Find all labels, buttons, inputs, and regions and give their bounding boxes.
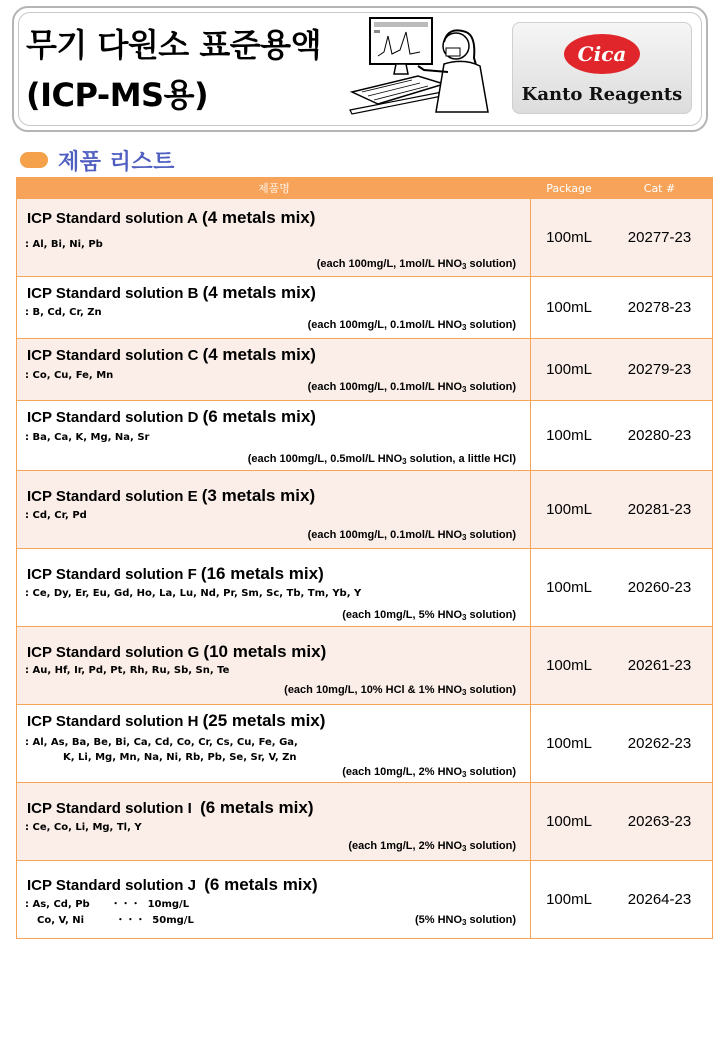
cat-number-cell: 20277-23 [627, 229, 692, 246]
element-list: : Al, As, Ba, Be, Bi, Ca, Cd, Co, Cr, Cs, Cu, Fe, Ga, [25, 737, 298, 748]
product-name: ICP Standard solution F (16 metals mix) [27, 564, 324, 583]
package-cell: 100mL [546, 735, 592, 752]
table-row [17, 548, 712, 626]
product-name-cell [17, 627, 531, 704]
element-list: : Co, Cu, Fe, Mn [25, 370, 114, 381]
product-name: ICP Standard solution I (6 metals mix) [27, 798, 314, 817]
table-row [17, 198, 712, 276]
product-name-cell [17, 277, 531, 338]
product-table [16, 177, 713, 939]
product-name-cell [17, 783, 531, 860]
product-name: ICP Standard solution H (25 metals mix) [27, 711, 326, 730]
product-name: ICP Standard solution A (4 metals mix) [27, 208, 316, 227]
concentration-note: (each 10mg/L, 2% $HNO_3$ solution) [342, 766, 516, 779]
table-header [17, 178, 712, 198]
element-list: : Cd, Cr, Pd [25, 510, 87, 521]
concentration-note: (each 100mg/L, 0.1mol/L $HNO_3$ solution) [307, 381, 516, 394]
product-name-cell [17, 471, 531, 548]
product-name-cell [17, 549, 531, 626]
table-row [17, 400, 712, 470]
cat-number-cell: 20280-23 [627, 427, 692, 444]
product-name-cell [17, 199, 531, 276]
header-cat: Cat # [643, 181, 676, 195]
package-cell: 100mL [546, 891, 592, 908]
product-name: ICP Standard solution E (3 metals mix) [27, 486, 316, 505]
concentration-note: (each 10mg/L, 10% HCl & 1% $HNO_3$ solution) [284, 684, 516, 697]
cat-number-cell: 20264-23 [627, 891, 692, 908]
element-list: : Ce, Dy, Er, Eu, Gd, Ho, La, Lu, Nd, Pr, Sm, Sc, Tb, Tm, Yb, Y [25, 588, 362, 599]
table-row [17, 338, 712, 400]
section-header [20, 146, 175, 174]
element-list: : Ce, Co, Li, Mg, Tl, Y [25, 822, 142, 833]
product-name: ICP Standard solution C (4 metals mix) [27, 345, 316, 364]
cat-number-cell: 20278-23 [627, 299, 692, 316]
concentration-note: (5% $HNO_3$ solution) [414, 914, 516, 927]
concentration-note: (each 100mg/L, 0.5mol/L $HNO_3$ solution, a little HCl) [247, 453, 516, 466]
section-bullet-icon [20, 152, 48, 168]
page-subtitle: (ICP-MS용) [26, 76, 209, 114]
element-list-continued: Co, V, Ni ・・・ 50mg/L [37, 915, 194, 926]
table-row [17, 704, 712, 782]
cat-number-cell: 20262-23 [627, 735, 692, 752]
package-cell: 100mL [546, 427, 592, 444]
cat-number-cell: 20281-23 [627, 501, 692, 518]
table-row [17, 626, 712, 704]
concentration-note: (each 100mg/L, 1mol/L $HNO_3$ solution) [316, 258, 516, 271]
header-product-name: 제품명 [258, 182, 290, 195]
cat-number-cell: 20279-23 [627, 361, 692, 378]
package-cell: 100mL [546, 579, 592, 596]
package-cell: 100mL [546, 361, 592, 378]
logo-text: Kanto Reagents [521, 84, 683, 105]
cat-number-cell: 20261-23 [627, 657, 692, 674]
element-list: : B, Cd, Cr, Zn [25, 307, 102, 318]
concentration-note: (each 100mg/L, 0.1mol/L $HNO_3$ solution) [307, 319, 516, 332]
cat-number-cell: 20263-23 [627, 813, 692, 830]
product-name-cell [17, 705, 531, 782]
kanto-reagents-logo [512, 22, 692, 114]
product-name: ICP Standard solution B (4 metals mix) [27, 283, 316, 302]
table-row [17, 860, 712, 938]
product-name-cell [17, 339, 531, 400]
product-name-cell [17, 401, 531, 470]
table-row [17, 470, 712, 548]
section-title: 제품 리스트 [58, 149, 175, 175]
package-cell: 100mL [546, 501, 592, 518]
package-cell: 100mL [546, 299, 592, 316]
concentration-note: (each 1mg/L, 2% $HNO_3$ solution) [348, 840, 516, 853]
package-cell: 100mL [546, 813, 592, 830]
page-title: 무기 다원소 표준용액 [26, 26, 321, 64]
table-row [17, 276, 712, 338]
product-name: ICP Standard solution D (6 metals mix) [27, 407, 316, 426]
package-cell: 100mL [546, 229, 592, 246]
table-row [17, 782, 712, 860]
scientist-at-computer-illustration [348, 12, 498, 124]
element-list: : Al, Bi, Ni, Pb [25, 239, 103, 250]
element-list: : As, Cd, Pb ・・・ 10mg/L [25, 899, 190, 910]
logo-mark-text: Cica [577, 42, 627, 66]
element-list: : Au, Hf, Ir, Pd, Pt, Rh, Ru, Sb, Sn, Te [25, 665, 230, 676]
element-list: : Ba, Ca, K, Mg, Na, Sr [25, 432, 150, 443]
product-name-cell [17, 861, 531, 938]
product-name: ICP Standard solution G (10 metals mix) [27, 642, 327, 661]
element-list-continued: K, Li, Mg, Mn, Na, Ni, Rb, Pb, Se, Sr, V, Zn [63, 752, 297, 763]
cat-number-cell: 20260-23 [627, 579, 692, 596]
concentration-note: (each 10mg/L, 5% $HNO_3$ solution) [342, 609, 516, 622]
header-package: Package [546, 181, 592, 195]
concentration-note: (each 100mg/L, 0.1mol/L $HNO_3$ solution) [307, 529, 516, 542]
package-cell: 100mL [546, 657, 592, 674]
cica-logo-mark-icon [562, 32, 642, 76]
product-name: ICP Standard solution J (6 metals mix) [27, 875, 318, 894]
